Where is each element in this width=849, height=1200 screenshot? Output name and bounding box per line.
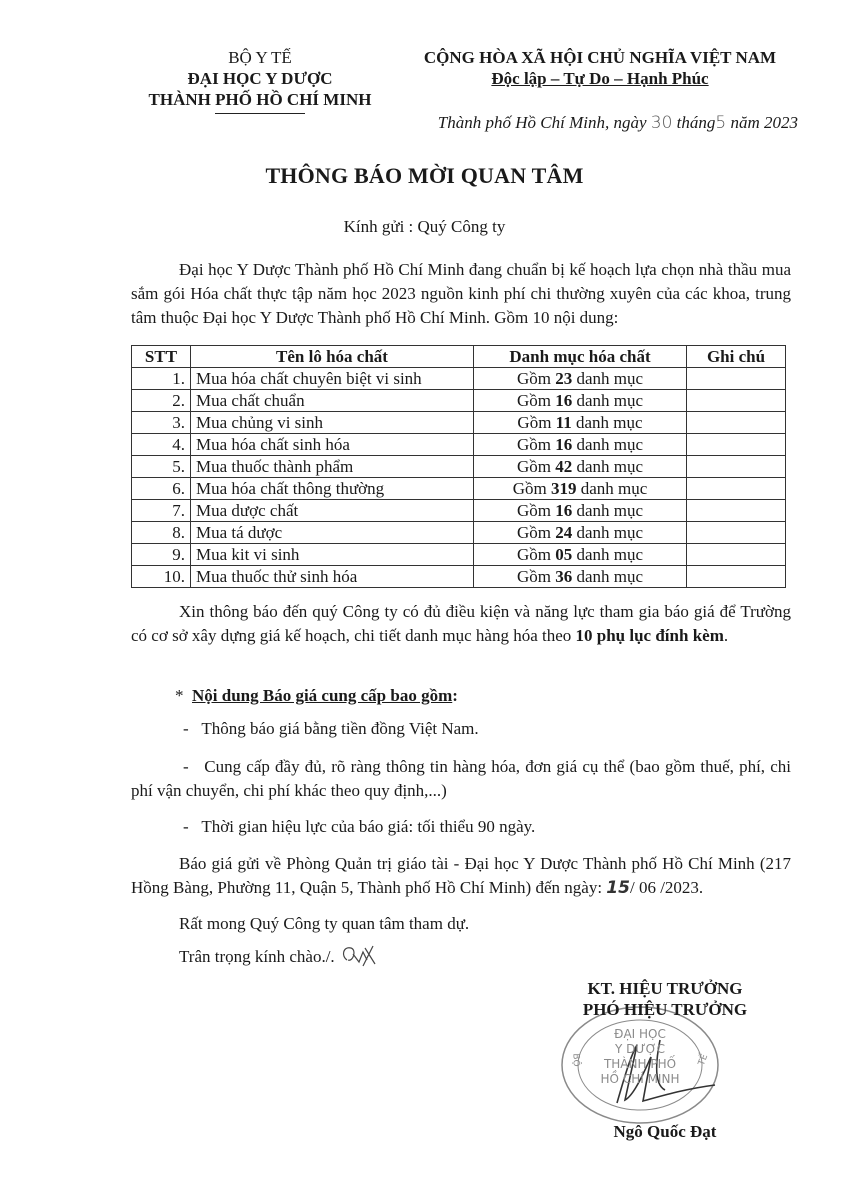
cell-note: [687, 368, 786, 390]
signatory-title: [530, 978, 800, 1020]
category-suffix: danh mục: [571, 412, 643, 432]
ministry-name: BỘ Y TẾ: [228, 48, 292, 67]
quote-content-heading: [175, 686, 458, 706]
date-month: 5: [715, 113, 727, 133]
notice-text: Xin thông báo đến quý Công ty có đủ điều kiện và năng lực tham gia báo giá để Trường có cơ sở xây dựng giá kế hoạch, chi tiết danh mục hàng hóa theo: [131, 602, 791, 645]
category-count: 319: [550, 478, 577, 498]
category-prefix: Gồm: [516, 434, 556, 454]
cell-stt: 2.: [132, 390, 191, 412]
stamp-right-text: TẾ: [696, 1053, 711, 1067]
category-count: 23: [555, 368, 573, 388]
table-row: [132, 434, 786, 456]
closing-line-2: [131, 942, 791, 969]
cell-stt: 10.: [132, 566, 191, 588]
cell-name: Mua chất chuẩn: [191, 390, 474, 412]
category-prefix: Gồm: [516, 456, 556, 476]
cell-name: Mua hóa chất thông thường: [191, 478, 474, 500]
cell-note: [687, 544, 786, 566]
category-count: 16: [555, 500, 573, 520]
quote-item-text: Thời gian hiệu lực của báo giá: tối thiểu 90 ngày.: [201, 817, 536, 836]
country-name: CỘNG HÒA XÃ HỘI CHỦ NGHĨA VIỆT NAM: [423, 48, 777, 67]
category-suffix: danh mục: [572, 544, 644, 564]
category-suffix: danh mục: [572, 522, 644, 542]
submission-rest: / 06 /2023.: [629, 878, 704, 897]
cell-note: [687, 390, 786, 412]
quote-content-title: Nội dung Báo giá cung cấp bao gồm: [192, 686, 453, 705]
category-suffix: danh mục: [572, 390, 644, 410]
cell-stt: 9.: [132, 544, 191, 566]
notice-attachments: 10 phụ lục đính kèm: [575, 626, 724, 645]
submission-day: 15: [606, 878, 630, 898]
date-year: năm 2023: [726, 113, 798, 132]
cell-name: Mua chủng vi sinh: [191, 412, 474, 434]
signatory-name: Ngô Quốc Đạt: [613, 1122, 717, 1141]
dash-marker: -: [183, 719, 189, 738]
date-line: [388, 113, 798, 133]
cell-stt: 3.: [132, 412, 191, 434]
cell-category: [474, 390, 687, 412]
cell-category: [474, 434, 687, 456]
category-prefix: Gồm: [516, 566, 556, 586]
category-prefix: Gồm: [516, 368, 556, 388]
category-count: 16: [555, 434, 573, 454]
table-row: [132, 390, 786, 412]
cell-category: [474, 500, 687, 522]
stamp-line: Y DƯỢC: [614, 1042, 665, 1056]
cell-name: Mua hóa chất chuyên biệt vi sinh: [191, 368, 474, 390]
cell-stt: 4.: [132, 434, 191, 456]
category-prefix: Gồm: [517, 412, 556, 432]
quote-item-text: Cung cấp đầy đủ, rõ ràng thông tin hàng hóa, đơn giá cụ thể (bao gồm thuế, phí, chi phí vận chuyển, chi phí khác theo quy định,...): [131, 757, 792, 800]
table-row: [132, 456, 786, 478]
submission-text: Báo giá gửi về Phòng Quản trị giáo tài - Đại học Y Dược Thành phố Hồ Chí Minh (217 Hồng Bàng, Phường 11, Quận 5, Thành phố Hồ Chí Minh) đến ngày:: [131, 854, 791, 897]
cell-note: [687, 456, 786, 478]
star-marker: *: [175, 686, 184, 705]
national-motto: Độc lập – Tự Do – Hạnh Phúc: [491, 69, 709, 88]
col-header-stt: STT: [132, 346, 191, 368]
category-prefix: Gồm: [516, 390, 556, 410]
dash-marker: -: [183, 757, 189, 776]
cell-note: [687, 412, 786, 434]
cell-note: [687, 522, 786, 544]
cell-note: [687, 478, 786, 500]
col-header-note: Ghi chú: [687, 346, 786, 368]
stamp-line: HỒ CHÍ MINH: [600, 1072, 680, 1086]
quote-item-2: [131, 755, 791, 803]
date-prefix: Thành phố Hồ Chí Minh, ngày: [437, 113, 651, 132]
national-header: [395, 47, 805, 89]
table-header-row: [132, 346, 786, 368]
date-month-label: tháng: [672, 113, 716, 132]
category-suffix: danh mục: [572, 500, 644, 520]
notice-end: .: [723, 626, 729, 645]
quote-content-colon: :: [452, 686, 458, 705]
category-count: 36: [555, 566, 573, 586]
cell-category: [474, 368, 687, 390]
category-suffix: danh mục: [576, 478, 648, 498]
table-row: [132, 544, 786, 566]
cell-category: [474, 456, 687, 478]
cell-note: [687, 500, 786, 522]
cell-category: [474, 412, 687, 434]
initials-scribble-icon: [339, 942, 379, 968]
university-name-line2: THÀNH PHỐ HỒ CHÍ MINH: [148, 90, 372, 109]
university-name-line1: ĐẠI HỌC Y DƯỢC: [187, 69, 333, 88]
cell-stt: 6.: [132, 478, 191, 500]
cell-name: Mua kit vi sinh: [191, 544, 474, 566]
closing-text-1: Rất mong Quý Công ty quan tâm tham dự.: [179, 914, 470, 933]
category-count: 24: [555, 522, 573, 542]
cell-name: Mua tá dược: [191, 522, 474, 544]
category-count: 16: [555, 390, 573, 410]
date-day: 30: [650, 113, 673, 133]
intro-text: Đại học Y Dược Thành phố Hồ Chí Minh đang chuẩn bị kế hoạch lựa chọn nhà thầu mua sắm gói Hóa chất thực tập năm học 2023 nguồn kinh phí chi thường xuyên của các khoa, trung tâm thuộc Đại học Y Dược Thành phố Hồ Chí Minh. Gồm 10 nội dung:: [131, 260, 791, 327]
table-row: [132, 478, 786, 500]
category-prefix: Gồm: [516, 544, 556, 564]
category-suffix: danh mục: [572, 434, 644, 454]
quote-item-1: [131, 717, 791, 741]
col-header-category: Danh mục hóa chất: [474, 346, 687, 368]
cell-category: [474, 544, 687, 566]
category-prefix: Gồm: [512, 478, 551, 498]
document-title: THÔNG BÁO MỜI QUAN TÂM: [265, 163, 584, 188]
category-suffix: danh mục: [572, 566, 644, 586]
dash-marker: -: [183, 817, 189, 836]
table-row: [132, 566, 786, 588]
cell-stt: 5.: [132, 456, 191, 478]
header-underline: [215, 113, 305, 114]
category-prefix: Gồm: [516, 500, 556, 520]
closing-text-2: Trân trọng kính chào./.: [179, 947, 335, 966]
notice-paragraph: [131, 600, 791, 648]
cell-category: [474, 566, 687, 588]
issuer-header: [140, 47, 380, 114]
cell-note: [687, 434, 786, 456]
cell-category: [474, 478, 687, 500]
cell-stt: 8.: [132, 522, 191, 544]
cell-stt: 7.: [132, 500, 191, 522]
category-suffix: danh mục: [572, 456, 644, 476]
table-row: [132, 500, 786, 522]
cell-name: Mua hóa chất sinh hóa: [191, 434, 474, 456]
closing-line-1: [131, 912, 791, 936]
table-row: [132, 522, 786, 544]
official-stamp: [555, 1005, 725, 1115]
submission-paragraph: [131, 852, 791, 900]
intro-paragraph: [131, 258, 791, 330]
signatory-title-line1: KT. HIỆU TRƯỞNG: [587, 979, 743, 998]
stamp-left-text: BỘ: [570, 1053, 581, 1067]
signatory-title-line2: PHÓ HIỆU TRƯỞNG: [582, 1000, 748, 1019]
col-header-name: Tên lô hóa chất: [191, 346, 474, 368]
cell-category: [474, 522, 687, 544]
table-row: [132, 368, 786, 390]
quote-item-3: [131, 815, 791, 839]
category-prefix: Gồm: [516, 522, 556, 542]
quote-item-text: Thông báo giá bằng tiền đồng Việt Nam.: [201, 719, 479, 738]
cell-name: Mua dược chất: [191, 500, 474, 522]
category-count: 05: [555, 544, 573, 564]
cell-note: [687, 566, 786, 588]
cell-stt: 1.: [132, 368, 191, 390]
stamp-line: ĐẠI HỌC: [614, 1027, 666, 1041]
category-count: 42: [555, 456, 573, 476]
addressee: Kính gửi : Quý Công ty: [343, 217, 506, 236]
category-count: 11: [555, 412, 572, 432]
category-suffix: danh mục: [572, 368, 644, 388]
cell-name: Mua thuốc thành phẩm: [191, 456, 474, 478]
chemicals-table: [131, 345, 786, 588]
cell-name: Mua thuốc thử sinh hóa: [191, 566, 474, 588]
stamp-line: THÀNH PHỐ: [603, 1057, 677, 1071]
table-row: [132, 412, 786, 434]
